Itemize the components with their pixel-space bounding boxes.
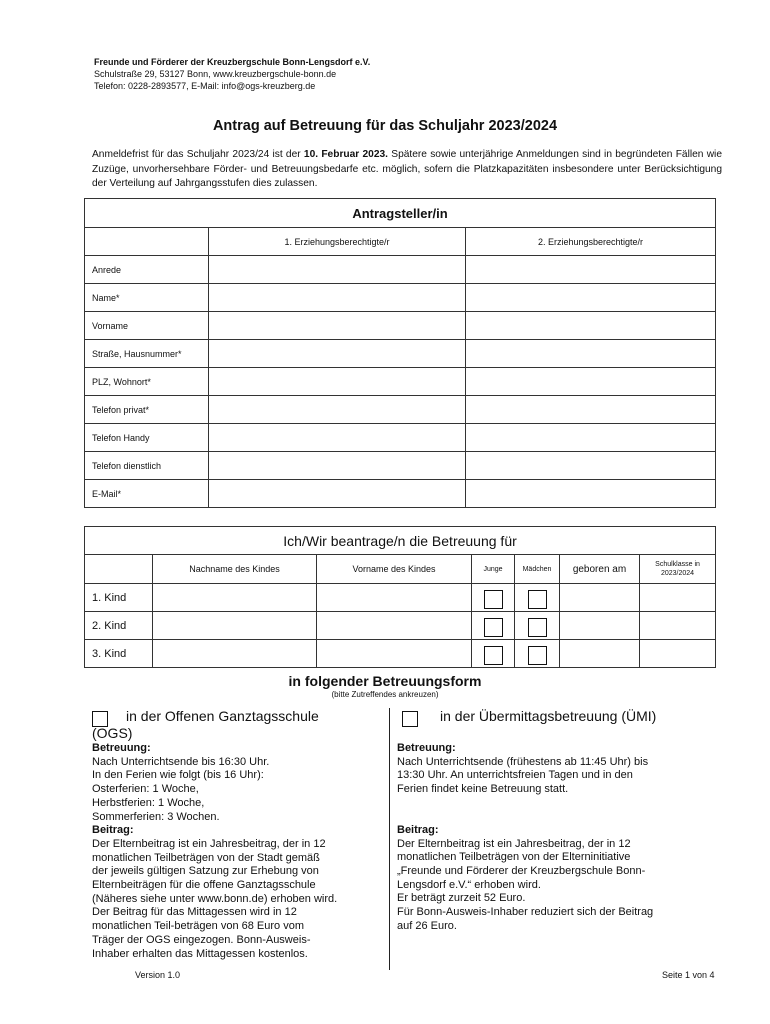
child-firstname-field[interactable] [317,640,472,668]
child-firstname-field[interactable] [317,612,472,640]
guardian-2-header: 2. Erziehungsberechtigte/r [466,228,716,256]
guardian-1-field[interactable] [209,256,466,284]
guardian-1-field[interactable] [209,396,466,424]
guardian-2-field[interactable] [466,424,716,452]
ogs-betreuung-line: Herbstferien: 1 Woche, [92,796,205,809]
ogs-details [92,742,384,961]
guardian-1-field[interactable] [209,424,466,452]
row-label: Straße, Hausnummer* [85,340,209,368]
guardian-2-field[interactable] [466,312,716,340]
intro-paragraph [92,148,722,192]
page-number: Seite 1 von 4 [662,970,715,980]
ogs-beitrag-line: Der Elternbeitrag ist ein Jahresbeitrag, der in 12 [92,837,326,850]
child-birthdate-field[interactable] [560,640,640,668]
guardian-1-field[interactable] [209,480,466,508]
ogs-betreuung-line: In den Ferien wie folgt (bis 16 Uhr): [92,769,264,782]
row-label: Name* [85,284,209,312]
guardian-1-field[interactable] [209,340,466,368]
care-form-title: in folgender Betreuungsform [288,673,482,689]
applicant-table-caption: Antragsteller/in [85,199,716,228]
row-label: Telefon dienstlich [85,452,209,480]
child-birthdate-field[interactable] [560,584,640,612]
girl-checkbox[interactable] [528,646,547,665]
row-label: Telefon Handy [85,424,209,452]
children-table [84,526,716,668]
uemi-beitrag-line: Lengsdorf e.V.“ erhoben wird. [397,878,541,891]
ogs-beitrag-line: Der Beitrag für das Mittagessen wird in 12 [92,906,297,919]
girl-checkbox[interactable] [528,590,547,609]
uemi-betreuung-line: Ferien findet keine Betreuung statt. [397,783,569,796]
ogs-beitrag-line: Elternbeiträgen für die offene Ganztagsschule [92,879,316,892]
girl-header: Mädchen [515,555,560,584]
guardian-2-field[interactable] [466,396,716,424]
ogs-beitrag-line: der jeweils gültigen Satzung zur Erhebung von [92,865,319,878]
child-label: 1. Kind [85,584,153,612]
child-class-field[interactable] [640,612,716,640]
uemi-beitrag-line: auf 26 Euro. [397,919,457,932]
guardian-2-field[interactable] [466,284,716,312]
guardian-2-field[interactable] [466,368,716,396]
child-label: 2. Kind [85,612,153,640]
guardian-2-field[interactable] [466,480,716,508]
ogs-betreuung-line: Osterferien: 1 Woche, [92,783,199,796]
guardian-2-field[interactable] [466,340,716,368]
ogs-beitrag-line: Inhaber erhalten das Mittagessen kostenlos. [92,947,308,960]
boy-header: Junge [472,555,515,584]
ogs-beitrag-line: Träger der OGS eingezogen. Bonn-Ausweis- [92,933,311,946]
uemi-beitrag-line: Für Bonn-Ausweis-Inhaber reduziert sich der Beitrag [397,906,654,919]
org-address: Schulstraße 29, 53127 Bonn, www.kreuzbergschule-bonn.de [94,69,337,79]
row-label: E-Mail* [85,480,209,508]
ogs-label-cont: (OGS) [92,725,133,741]
ogs-betreuung-heading: Betreuung: [92,742,151,754]
ogs-beitrag-line: monatlichen Teil-beträgen von 68 Euro vom [92,920,304,933]
children-table-caption: Ich/Wir beantrage/n die Betreuung für [85,527,716,555]
intro-after: Spätere sowie unterjährige Anmeldungen sind in begründeten Fällen wie Zuzüge, unvorhersehbare Förder- und Betreuungsbedarfe etc. möglich, sofern die Platzkapazitäten insbesondere unter Berücksichtigung der Verteilung auf Jahrgangsstufen dies zulassen. [92,149,722,189]
uemi-label: in der Übermittagsbetreuung (ÜMI) [440,708,657,724]
document-title: Antrag auf Betreuung für das Schuljahr 2023/2024 [212,118,558,134]
row-label: Telefon privat* [85,396,209,424]
applicant-header-blank [85,228,209,256]
ogs-beitrag-line: (Näheres siehe unter www.bonn.de) erhoben wird. [92,892,338,905]
lastname-header: Nachname des Kindes [153,555,317,584]
guardian-1-field[interactable] [209,452,466,480]
child-class-field[interactable] [640,640,716,668]
uemi-checkbox[interactable] [402,711,418,727]
intro-before: Anmeldefrist für das Schuljahr 2023/24 ist der [92,149,304,160]
version-label: Version 1.0 [135,970,181,980]
uemi-betreuung-heading: Betreuung: [397,742,456,754]
guardian-1-field[interactable] [209,368,466,396]
row-label: Anrede [85,256,209,284]
uemi-spacer [397,797,717,824]
org-name: Freunde und Förderer der Kreuzbergschule Bonn-Lengsdorf e.V. [94,57,371,67]
uemi-beitrag-line: Der Elternbeitrag ist ein Jahresbeitrag, der in 12 [397,837,631,850]
class-header: Schulklasse in 2023/2024 [640,555,716,584]
firstname-header: Vorname des Kindes [317,555,472,584]
uemi-beitrag-line: monatlichen Teilbeträgen von der Elterninitiative [397,851,631,864]
applicant-table [84,198,716,508]
child-firstname-field[interactable] [317,584,472,612]
child-class-field[interactable] [640,584,716,612]
ogs-label: in der Offenen Ganztagsschule [126,708,319,724]
uemi-betreuung-line: 13:30 Uhr. An unterrichtsfreien Tagen und in den [397,769,633,782]
birthdate-header: geboren am [560,555,640,584]
child-lastname-field[interactable] [153,640,317,668]
ogs-beitrag-heading: Beitrag: [92,824,134,837]
uemi-betreuung-line: Nach Unterrichtsende (frühestens ab 11:45 Uhr) bis [397,755,649,768]
column-divider [389,708,390,970]
boy-checkbox[interactable] [484,646,503,665]
child-lastname-field[interactable] [153,584,317,612]
care-form-subtitle: (bitte Zutreffendes ankreuzen) [331,690,439,699]
uemi-details [397,742,717,933]
ogs-betreuung-line: Sommerferien: 3 Wochen. [92,810,220,823]
child-birthdate-field[interactable] [560,612,640,640]
guardian-1-field[interactable] [209,312,466,340]
uemi-beitrag-line: „Freunde und Förderer der Kreuzbergschule Bonn- [397,864,646,877]
child-lastname-field[interactable] [153,612,317,640]
guardian-2-field[interactable] [466,256,716,284]
uemi-beitrag-line: Er beträgt zurzeit 52 Euro. [397,892,526,905]
boy-checkbox[interactable] [484,590,503,609]
org-contact: Telefon: 0228-2893577, E-Mail: info@ogs-kreuzberg.de [94,81,316,91]
uemi-beitrag-heading: Beitrag: [397,823,439,836]
row-label: Vorname [85,312,209,340]
child-label: 3. Kind [85,640,153,668]
intro-deadline: 10. Februar 2023. [303,149,389,160]
girl-checkbox[interactable] [528,618,547,637]
children-header-blank [85,555,153,584]
row-label: PLZ, Wohnort* [85,368,209,396]
ogs-beitrag-line: monatlichen Teilbeträgen von der Stadt gemäß [92,851,320,864]
guardian-1-header: 1. Erziehungsberechtigte/r [209,228,466,256]
ogs-betreuung-line: Nach Unterrichtsende bis 16:30 Uhr. [92,755,270,768]
guardian-1-field[interactable] [209,284,466,312]
boy-checkbox[interactable] [484,618,503,637]
guardian-2-field[interactable] [466,452,716,480]
